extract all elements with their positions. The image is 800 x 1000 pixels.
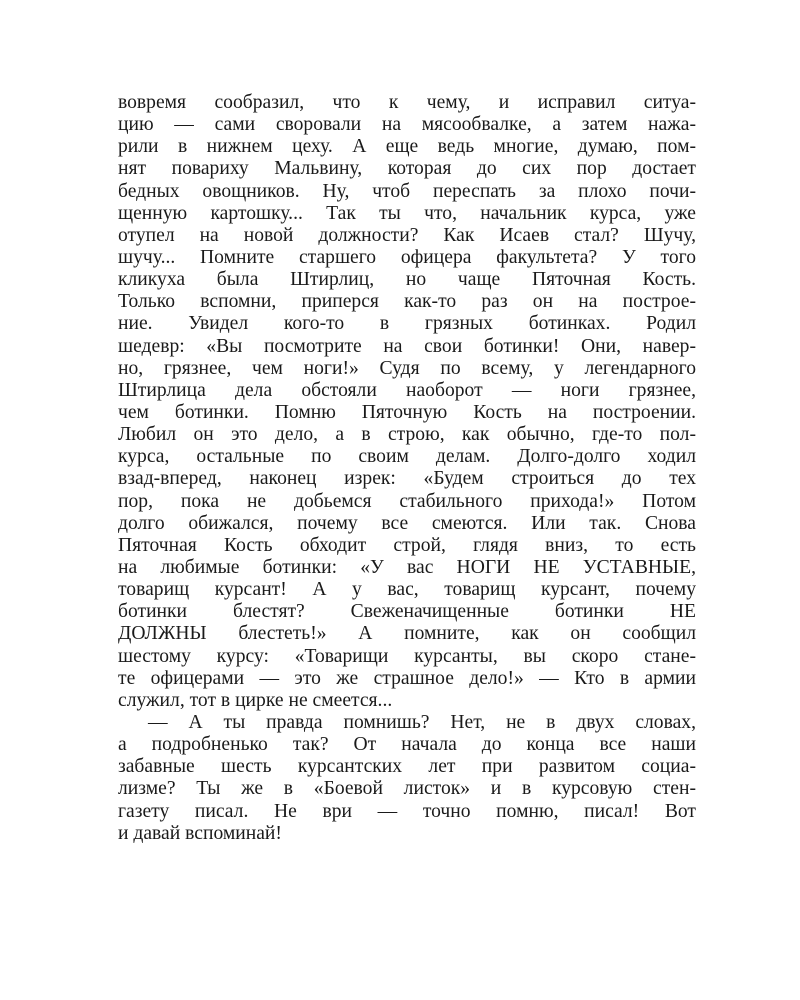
text-line: ние. Увидел кого-то в грязных ботинках. Родил	[118, 313, 696, 335]
text-line: на любимые ботинки: «У вас НОГИ НЕ УСТАВНЫЕ,	[118, 556, 696, 578]
text-line: Только вспомни, приперся как-то раз он на построе-	[118, 291, 696, 313]
text-line: а подробненько так? От начала до конца все наши	[118, 734, 696, 756]
text-line: отупел на новой должности? Как Исаев стал? Шучу,	[118, 224, 696, 246]
text-line: цию — сами своровали на мясообвалке, а затем нажа-	[118, 114, 696, 136]
text-line: курса, остальные по своим делам. Долго-долго ходил	[118, 446, 696, 468]
text-line: шучу... Помните старшего офицера факультета? У того	[118, 246, 696, 268]
text-line: долго обижался, почему все смеются. Или так. Снова	[118, 512, 696, 534]
text-line: газету писал. Не ври — точно помню, писал! Вот	[118, 800, 696, 822]
text-line: бедных овощников. Ну, чтоб переспать за плохо почи-	[118, 180, 696, 202]
text-line: вовремя сообразил, что к чему, и исправил ситуа-	[118, 92, 696, 113]
text-line: рили в нижнем цеху. А еще ведь многие, думаю, пом-	[118, 136, 696, 158]
text-line: ДОЛЖНЫ блестеть!» А помните, как он сообщил	[118, 623, 696, 645]
text-line: служил, тот в цирке не смеется...	[118, 689, 393, 711]
text-line: лизме? Ты же в «Боевой листок» и в курсовую стен-	[118, 778, 696, 800]
text-line: Любил он это дело, а в строю, как обычно, где-то пол-	[118, 424, 696, 446]
text-line: чем ботинки. Помню Пяточную Кость на построении.	[118, 401, 696, 423]
text-line: и давай вспоминай!	[118, 822, 282, 844]
text-line: взад-вперед, наконец изрек: «Будем строиться до тех	[118, 468, 696, 490]
text-line: но, грязнее, чем ноги!» Судя по всему, у легендарного	[118, 357, 696, 379]
text-line: — А ты правда помнишь? Нет, не в двух словах,	[148, 711, 696, 733]
text-line: забавные шесть курсантских лет при развитом социа-	[118, 756, 696, 778]
text-line: пор, пока не добьемся стабильного прихода!» Потом	[118, 490, 696, 512]
text-line: щенную картошку... Так ты что, начальник курса, уже	[118, 202, 696, 224]
text-line: Штирлица дела обстояли наоборот — ноги грязнее,	[118, 379, 696, 401]
text-line: ботинки блестят? Свеженачищенные ботинки НЕ	[118, 601, 696, 623]
text-line: кликуха была Штирлиц, но чаще Пяточная Кость.	[118, 269, 696, 291]
text-line: товарищ курсант! А у вас, товарищ курсант, почему	[118, 579, 696, 601]
text-line: нят повариху Мальвину, которая до сих пор достает	[118, 158, 696, 180]
text-line: шедевр: «Вы посмотрите на свои ботинки! Они, навер-	[118, 335, 696, 357]
text-line: те офицерами — это же страшное дело!» — Кто в армии	[118, 667, 696, 689]
text-line: Пяточная Кость обходит строй, глядя вниз, то есть	[118, 534, 696, 556]
text-line: шестому курсу: «Товарищи курсанты, вы скоро стане-	[118, 645, 696, 667]
body-text	[118, 92, 696, 845]
